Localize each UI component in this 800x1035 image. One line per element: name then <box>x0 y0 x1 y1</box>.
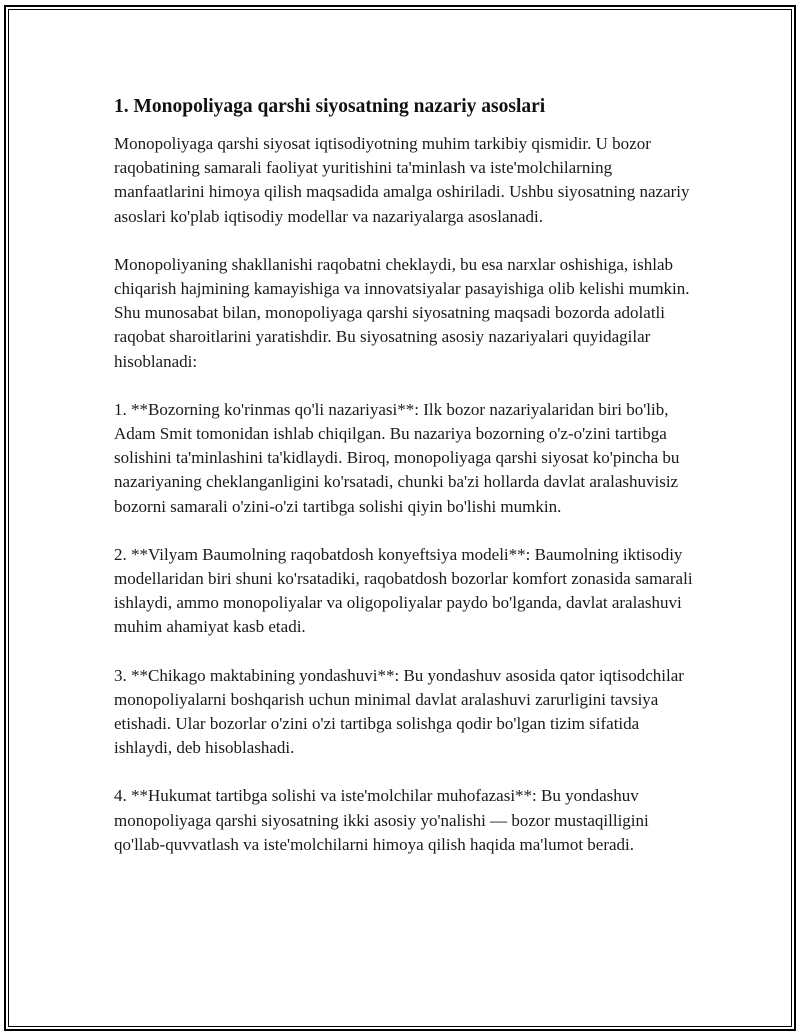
monopoly-effects-paragraph: Monopoliyaning shakllanishi raqobatni cheklaydi, bu esa narxlar oshishiga, ishlab chiqarish hajmining kamayishiga va innovatsiyalar pasayishiga olib kelishi mumkin. Shu munosabat bilan, monopoliyaga qarshi siyosatning maqsadi bozorda adolatli raqobat sharoitlarini yaratishdir. Bu siyosatning asosiy nazariyalari quyidagilar hisoblanadi: <box>114 254 690 371</box>
theory-item-baumol-model: 2. **Vilyam Baumolning raqobatdosh konyeftsiya modeli**: Baumolning iktisodiy modellaridan biri shuni ko'rsatadiki, raqobatdosh bozorlar komfort zonasida samarali ishlaydi, ammo monopoliyalar va oligopoliyalar paydo bo'lganda, davlat aralashuvi muhim ahamiyat kasb etadi. <box>114 544 693 637</box>
theory-item-government-regulation: 4. **Hukumat tartibga solishi va iste'molchilar muhofazasi**: Bu yondashuv monopoliyaga qarshi siyosatning ikki asosiy yo'nalishi — bozor mustaqilligini qo'llab-quvvatlash va iste'molchilarni himoya qilish haqida ma'lumot beradi. <box>114 786 649 854</box>
theory-item-chicago-school: 3. **Chikago maktabining yondashuvi**: Bu yondashuv asosida qator iqtisodchilar monopoliyalarni boshqarish uchun minimal davlat aralashuvi zarurligini tavsiya etishadi. Ular bozorlar o'zini o'zi tartibga solishga qodir bo'lgan tizim sifatida ishlaydi, deb hisoblashadi. <box>114 665 684 758</box>
section-heading: 1. Monopoliyaga qarshi siyosatning nazariy asoslari <box>114 96 546 117</box>
intro-paragraph: Monopoliyaga qarshi siyosat iqtisodiyotning muhim tarkibiy qismidir. U bozor raqobatining samarali faoliyat yuritishini ta'minlash va iste'molchilarning manfaatlarini himoya qilish maqsadida amalga oshiriladi. Ushbu siyosatning nazariy asoslari ko'plab iqtisodiy modellar va nazariyalarga asoslanadi. <box>114 134 690 226</box>
document-body <box>114 92 694 881</box>
theory-item-invisible-hand: 1. **Bozorning ko'rinmas qo'li nazariyasi**: Ilk bozor nazariyalaridan biri bo'lib, Adam Smit tomonidan ishlab chiqilgan. Bu nazariya bozorning o'z-o'zini tartibga solishini ta'minlashini ta'kidlaydi. Biroq, monopoliyaga qarshi siyosat ko'pincha bu nazariyaning cheklanganligini ko'rsatadi, chunki ba'zi hollarda davlat aralashuvisiz bozorni samarali o'zini-o'zi tartibga solishi qiyin bo'lishi mumkin. <box>114 399 680 516</box>
